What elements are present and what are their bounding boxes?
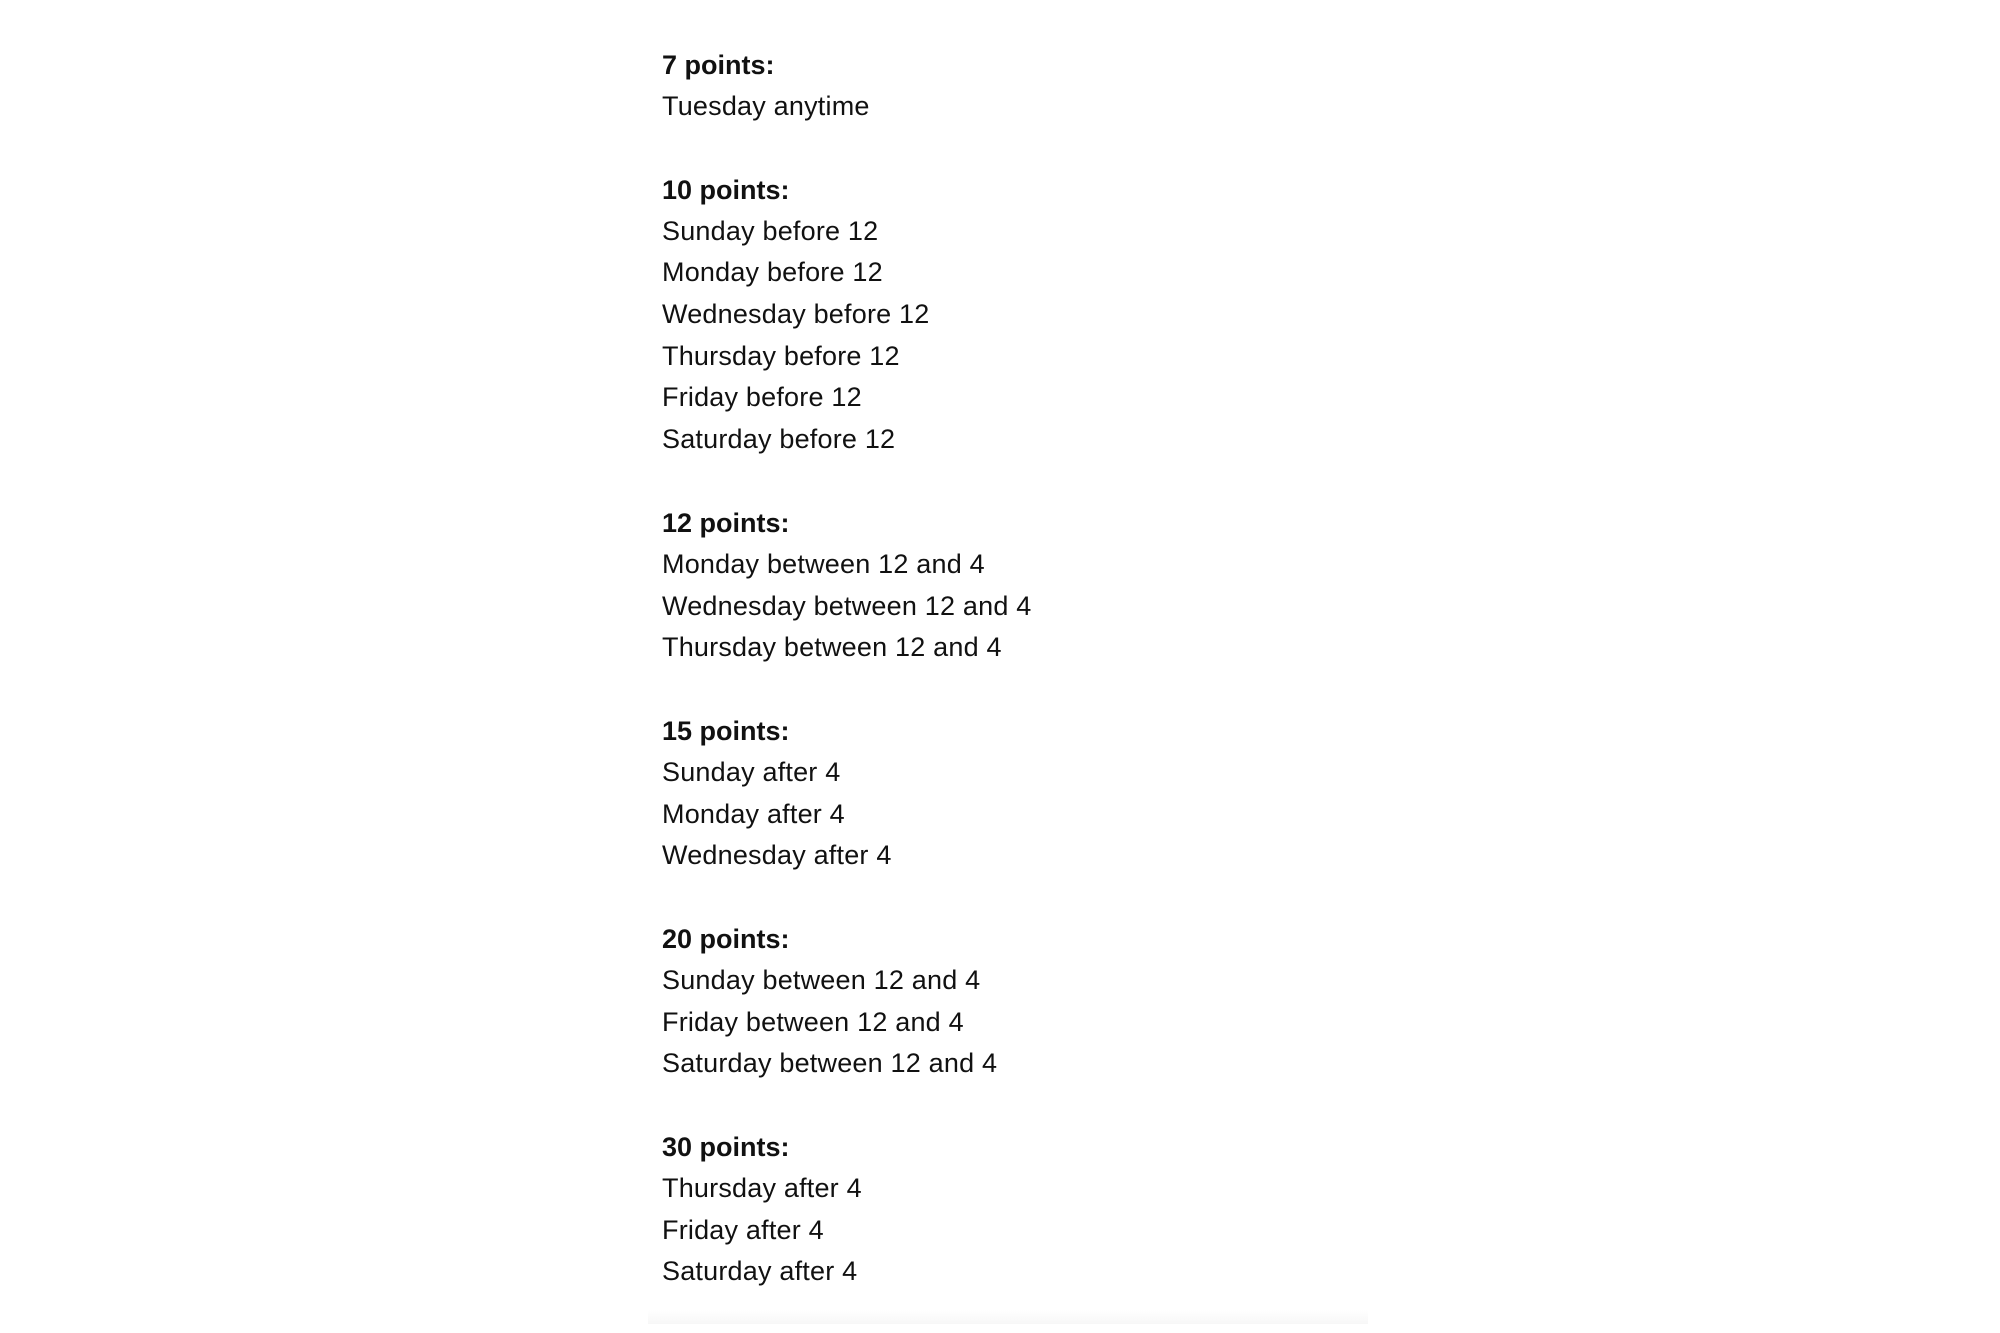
list-item: Thursday between 12 and 4 [662, 632, 1002, 663]
list-item: Friday between 12 and 4 [662, 1006, 964, 1037]
list-item: Monday between 12 and 4 [662, 548, 985, 579]
list-item: Monday after 4 [662, 798, 845, 829]
group-heading: 10 points: [662, 174, 790, 205]
points-group-10 [662, 169, 1352, 461]
points-group-30 [662, 1126, 1352, 1293]
list-item: Sunday before 12 [662, 215, 879, 246]
list-item: Saturday before 12 [662, 424, 896, 455]
list-item: Wednesday between 12 and 4 [662, 590, 1032, 621]
list-item: Wednesday before 12 [662, 299, 930, 330]
list-item: Sunday between 12 and 4 [662, 964, 981, 995]
group-heading: 20 points: [662, 923, 790, 954]
list-item: Tuesday anytime [662, 91, 870, 121]
points-group-15 [662, 710, 1352, 877]
list-item: Friday before 12 [662, 382, 862, 413]
group-heading: 30 points: [662, 1132, 790, 1162]
list-item: Wednesday after 4 [662, 840, 892, 871]
points-group-7 [662, 44, 1352, 128]
page-bottom-edge [648, 1310, 1368, 1324]
list-item: Thursday before 12 [662, 340, 900, 371]
list-item: Sunday after 4 [662, 756, 841, 787]
group-heading: 15 points: [662, 715, 790, 746]
list-item: Thursday after 4 [662, 1173, 862, 1203]
points-group-20 [662, 918, 1352, 1085]
list-item: Friday after 4 [662, 1214, 824, 1245]
group-heading: 7 points: [662, 50, 775, 80]
list-item: Saturday between 12 and 4 [662, 1048, 998, 1079]
group-heading: 12 points: [662, 507, 790, 538]
points-group-12 [662, 502, 1352, 669]
points-list [662, 44, 1352, 1293]
list-item: Monday before 12 [662, 257, 883, 288]
list-item: Saturday after 4 [662, 1256, 858, 1287]
